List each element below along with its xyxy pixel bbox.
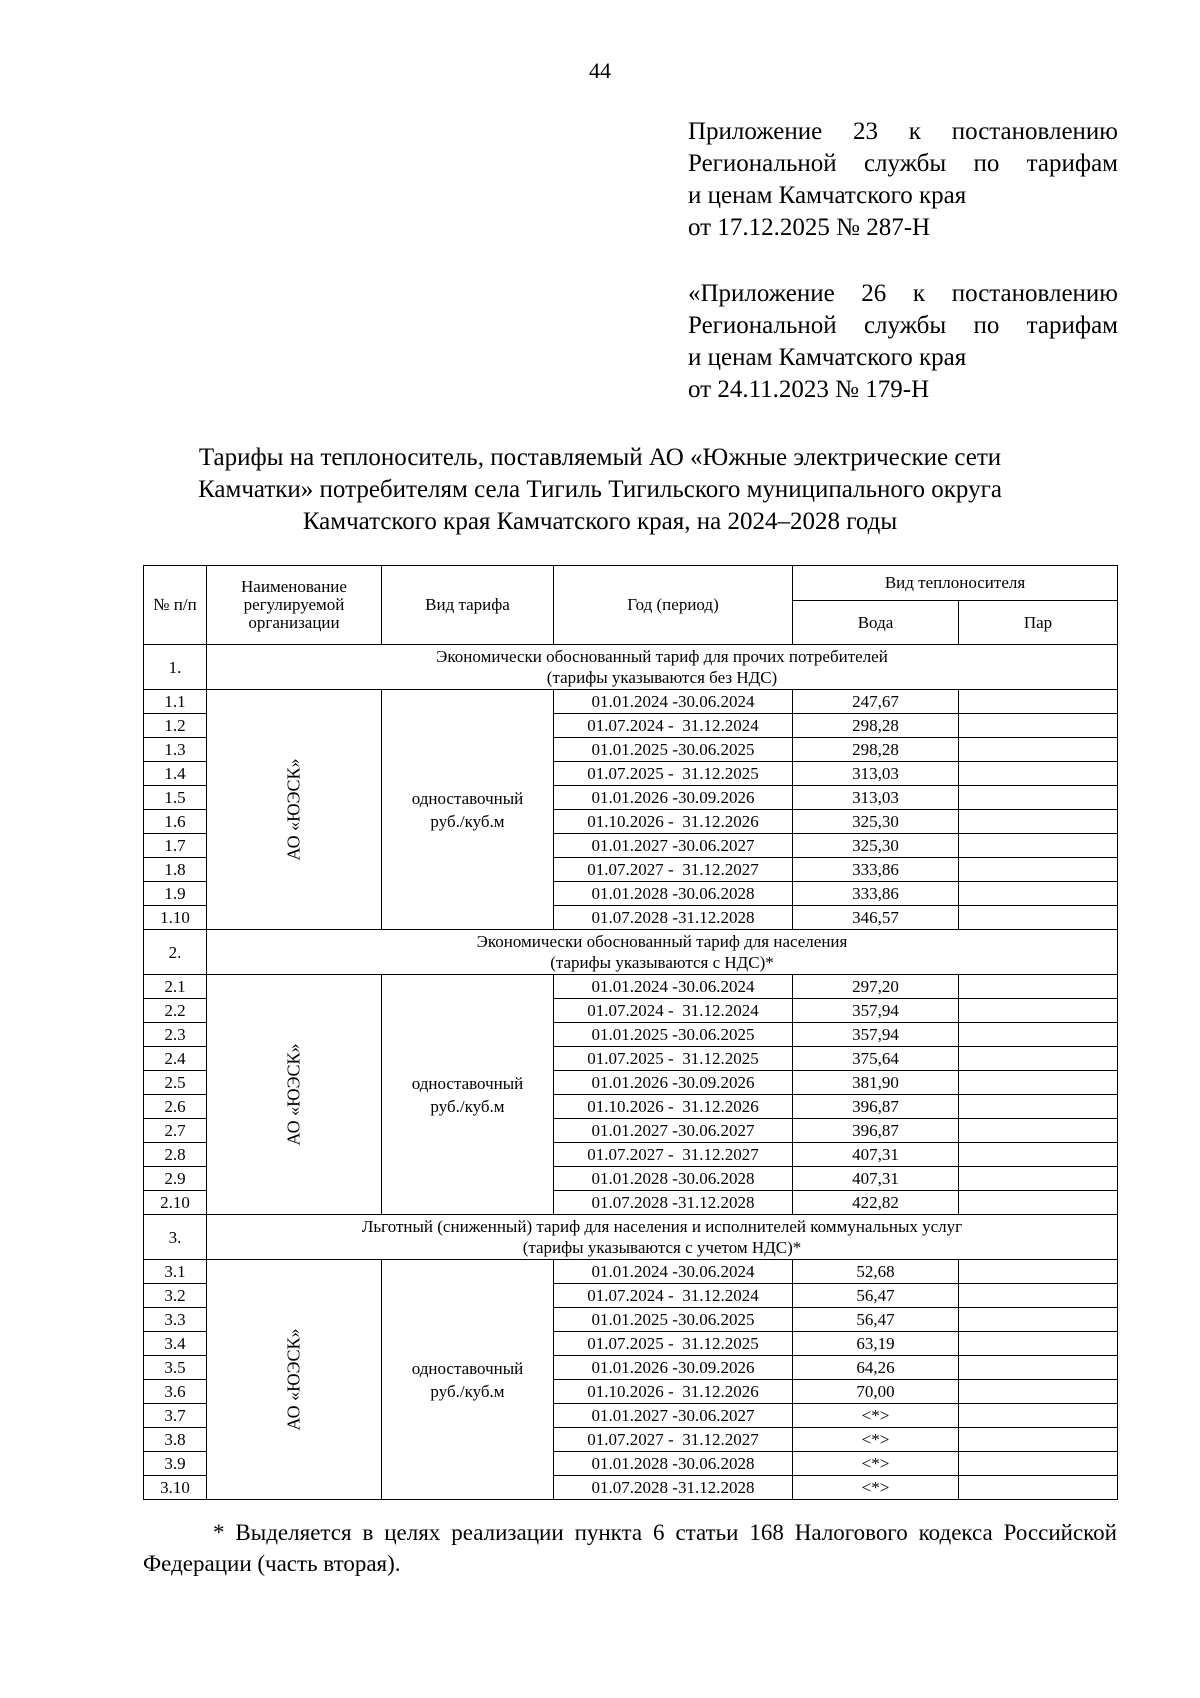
row-water-value: 298,28 — [793, 714, 959, 738]
section-title-line: (тарифы указываются с НДС)* — [550, 953, 774, 972]
footnote — [143, 1517, 1117, 1579]
title-line: Тарифы на теплоноситель, поставляемый АО «Южные электрические сети — [198, 444, 1002, 471]
row-period: 01.01.2025 -30.06.2025 — [554, 738, 793, 762]
row-num: 2.3 — [144, 1023, 207, 1047]
row-period: 01.01.2028 -30.06.2028 — [554, 882, 793, 906]
row-period: 01.10.2026 - 31.12.2026 — [554, 810, 793, 834]
row-period: 01.01.2026 -30.09.2026 — [554, 1356, 793, 1380]
row-steam-value — [959, 1071, 1118, 1095]
appendix-reference-2 — [688, 278, 1118, 406]
row-num: 1.1 — [144, 690, 207, 714]
row-num: 2.5 — [144, 1071, 207, 1095]
row-water-value: 396,87 — [793, 1095, 959, 1119]
row-water-value: <*> — [793, 1404, 959, 1428]
row-period: 01.07.2025 - 31.12.2025 — [554, 1332, 793, 1356]
row-steam-value — [959, 1260, 1118, 1284]
tariff-kind-cell — [382, 975, 554, 1215]
row-num: 3.6 — [144, 1380, 207, 1404]
appendix-line: Приложение 23 к постановлению — [688, 118, 1118, 145]
appendix-line: от 24.11.2023 № 179-Н — [688, 376, 930, 403]
appendix-line: и ценам Камчатского края — [688, 344, 967, 371]
row-water-value: 313,03 — [793, 762, 959, 786]
tariff-unit-line: руб./куб.м — [430, 1096, 505, 1116]
header-steam: Пар — [959, 601, 1118, 645]
tariff-kind-line: одноставочный — [411, 788, 524, 808]
row-steam-value — [959, 1143, 1118, 1167]
row-num: 2.4 — [144, 1047, 207, 1071]
tariff-table — [143, 565, 1118, 1500]
row-water-value: 407,31 — [793, 1167, 959, 1191]
org-cell — [207, 1260, 382, 1500]
row-water-value: 297,20 — [793, 975, 959, 999]
row-num: 1.10 — [144, 906, 207, 930]
row-steam-value — [959, 1332, 1118, 1356]
row-steam-value — [959, 1356, 1118, 1380]
row-num: 1.5 — [144, 786, 207, 810]
appendix-line: «Приложение 26 к постановлению — [688, 280, 1118, 307]
table-row — [144, 975, 1118, 999]
header-water: Вода — [793, 601, 959, 645]
row-period: 01.01.2024 -30.06.2024 — [554, 1260, 793, 1284]
appendix-line: Региональной службы по тарифам — [688, 312, 1118, 339]
row-water-value: <*> — [793, 1452, 959, 1476]
section-num: 1. — [144, 645, 207, 690]
row-water-value: 333,86 — [793, 858, 959, 882]
row-steam-value — [959, 738, 1118, 762]
row-period: 01.07.2027 - 31.12.2027 — [554, 1428, 793, 1452]
row-water-value: 70,00 — [793, 1380, 959, 1404]
row-period: 01.07.2027 - 31.12.2027 — [554, 858, 793, 882]
row-steam-value — [959, 714, 1118, 738]
org-cell — [207, 690, 382, 930]
table-row — [144, 690, 1118, 714]
row-water-value: 52,68 — [793, 1260, 959, 1284]
row-period: 01.01.2028 -30.06.2028 — [554, 1452, 793, 1476]
row-steam-value — [959, 1119, 1118, 1143]
header-coolant: Вид теплоносителя — [793, 566, 1118, 601]
org-cell — [207, 975, 382, 1215]
title-line: Камчатки» потребителям села Тигиль Тигильского муниципального округа — [198, 476, 1002, 503]
row-water-value: 64,26 — [793, 1356, 959, 1380]
row-num: 3.9 — [144, 1452, 207, 1476]
row-steam-value — [959, 1428, 1118, 1452]
row-num: 1.7 — [144, 834, 207, 858]
row-water-value: 63,19 — [793, 1332, 959, 1356]
section-title-line: Льготный (сниженный) тариф для населения и исполнителей коммунальных услуг — [361, 1217, 963, 1236]
tariff-unit-line: руб./куб.м — [430, 1381, 505, 1401]
section-title-line: Экономически обоснованный тариф для населения — [476, 932, 848, 951]
row-period: 01.10.2026 - 31.12.2026 — [554, 1380, 793, 1404]
row-steam-value — [959, 834, 1118, 858]
row-period: 01.07.2028 -31.12.2028 — [554, 1476, 793, 1500]
row-period: 01.01.2026 -30.09.2026 — [554, 1071, 793, 1095]
tariff-kind-line: одноставочный — [411, 1358, 524, 1378]
row-water-value: <*> — [793, 1428, 959, 1452]
row-steam-value — [959, 786, 1118, 810]
tariff-unit-line: руб./куб.м — [430, 811, 505, 831]
header-num: № п/п — [144, 566, 207, 645]
row-period: 01.07.2028 -31.12.2028 — [554, 906, 793, 930]
row-num: 2.1 — [144, 975, 207, 999]
row-steam-value — [959, 858, 1118, 882]
section-title — [207, 930, 1118, 975]
appendix-line: от 17.12.2025 № 287-Н — [688, 214, 931, 241]
tariff-kind-line: одноставочный — [411, 1073, 524, 1093]
tariff-table-body — [144, 645, 1118, 1500]
row-period: 01.10.2026 - 31.12.2026 — [554, 1095, 793, 1119]
row-num: 2.8 — [144, 1143, 207, 1167]
row-num: 2.2 — [144, 999, 207, 1023]
row-steam-value — [959, 1167, 1118, 1191]
row-steam-value — [959, 1047, 1118, 1071]
row-num: 2.9 — [144, 1167, 207, 1191]
row-water-value: 422,82 — [793, 1191, 959, 1215]
row-num: 2.7 — [144, 1119, 207, 1143]
row-period: 01.07.2024 - 31.12.2024 — [554, 714, 793, 738]
section-title-line: Экономически обоснованный тариф для прочих потребителей — [436, 647, 888, 666]
row-water-value: 357,94 — [793, 999, 959, 1023]
row-num: 2.10 — [144, 1191, 207, 1215]
org-name: АО «ЮЭСК» — [283, 1043, 304, 1146]
row-num: 1.3 — [144, 738, 207, 762]
row-water-value: 313,03 — [793, 786, 959, 810]
row-num: 1.6 — [144, 810, 207, 834]
section-header-row — [144, 1215, 1118, 1260]
section-title — [207, 645, 1118, 690]
row-water-value: 407,31 — [793, 1143, 959, 1167]
row-num: 3.2 — [144, 1284, 207, 1308]
row-steam-value — [959, 906, 1118, 930]
row-period: 01.01.2025 -30.06.2025 — [554, 1023, 793, 1047]
section-num: 2. — [144, 930, 207, 975]
title-line: Камчатского края Камчатского края, на 2024–2028 годы — [302, 508, 898, 535]
tariff-kind-cell — [382, 1260, 554, 1500]
row-num: 3.5 — [144, 1356, 207, 1380]
header-org: Наименование регулируемой организации — [207, 566, 382, 645]
row-steam-value — [959, 882, 1118, 906]
row-steam-value — [959, 1404, 1118, 1428]
header-tariff-kind: Вид тарифа — [382, 566, 554, 645]
section-title-line: (тарифы указываются без НДС) — [546, 668, 778, 687]
row-period: 01.01.2024 -30.06.2024 — [554, 690, 793, 714]
row-period: 01.01.2027 -30.06.2027 — [554, 834, 793, 858]
row-water-value: 56,47 — [793, 1284, 959, 1308]
row-water-value: 381,90 — [793, 1071, 959, 1095]
row-period: 01.01.2025 -30.06.2025 — [554, 1308, 793, 1332]
page-number: 44 — [589, 58, 611, 83]
row-steam-value — [959, 1452, 1118, 1476]
row-num: 1.8 — [144, 858, 207, 882]
row-water-value: 56,47 — [793, 1308, 959, 1332]
row-water-value: 247,67 — [793, 690, 959, 714]
row-period: 01.07.2024 - 31.12.2024 — [554, 999, 793, 1023]
row-steam-value — [959, 975, 1118, 999]
row-period: 01.07.2025 - 31.12.2025 — [554, 762, 793, 786]
row-num: 3.8 — [144, 1428, 207, 1452]
row-num: 1.9 — [144, 882, 207, 906]
row-steam-value — [959, 1023, 1118, 1047]
row-steam-value — [959, 999, 1118, 1023]
row-water-value: 375,64 — [793, 1047, 959, 1071]
section-title — [207, 1215, 1118, 1260]
row-period: 01.07.2027 - 31.12.2027 — [554, 1143, 793, 1167]
document-title — [120, 442, 1080, 538]
row-steam-value — [959, 1308, 1118, 1332]
appendix-line: и ценам Камчатского края — [688, 182, 967, 209]
row-steam-value — [959, 1095, 1118, 1119]
row-steam-value — [959, 1191, 1118, 1215]
row-period: 01.07.2024 - 31.12.2024 — [554, 1284, 793, 1308]
row-water-value: 333,86 — [793, 882, 959, 906]
header-period: Год (период) — [554, 566, 793, 645]
appendix-line: Региональной службы по тарифам — [688, 150, 1118, 177]
row-period: 01.01.2024 -30.06.2024 — [554, 975, 793, 999]
tariff-kind-cell — [382, 690, 554, 930]
row-water-value: 325,30 — [793, 810, 959, 834]
row-num: 3.1 — [144, 1260, 207, 1284]
appendix-reference-1 — [688, 116, 1118, 244]
section-header-row — [144, 930, 1118, 975]
row-num: 3.10 — [144, 1476, 207, 1500]
row-num: 1.4 — [144, 762, 207, 786]
section-header-row — [144, 645, 1118, 690]
row-steam-value — [959, 1476, 1118, 1500]
row-water-value: 396,87 — [793, 1119, 959, 1143]
org-name: АО «ЮЭСК» — [283, 758, 304, 861]
row-water-value: 357,94 — [793, 1023, 959, 1047]
row-water-value: 325,30 — [793, 834, 959, 858]
row-steam-value — [959, 690, 1118, 714]
row-num: 3.3 — [144, 1308, 207, 1332]
section-num: 3. — [144, 1215, 207, 1260]
row-steam-value — [959, 810, 1118, 834]
row-num: 2.6 — [144, 1095, 207, 1119]
footnote-text: * Выделяется в целях реализации пункта 6 статьи 168 Налогового кодекса Российской Федерации (часть вторая). — [143, 1520, 1117, 1576]
section-title-line: (тарифы указываются с учетом НДС)* — [522, 1238, 802, 1257]
row-steam-value — [959, 1284, 1118, 1308]
row-water-value: <*> — [793, 1476, 959, 1500]
row-num: 1.2 — [144, 714, 207, 738]
row-period: 01.01.2028 -30.06.2028 — [554, 1167, 793, 1191]
row-period: 01.01.2027 -30.06.2027 — [554, 1404, 793, 1428]
table-row — [144, 1260, 1118, 1284]
row-num: 3.4 — [144, 1332, 207, 1356]
row-period: 01.07.2025 - 31.12.2025 — [554, 1047, 793, 1071]
row-water-value: 346,57 — [793, 906, 959, 930]
row-period: 01.07.2028 -31.12.2028 — [554, 1191, 793, 1215]
row-steam-value — [959, 762, 1118, 786]
row-period: 01.01.2026 -30.09.2026 — [554, 786, 793, 810]
row-steam-value — [959, 1380, 1118, 1404]
row-num: 3.7 — [144, 1404, 207, 1428]
row-period: 01.01.2027 -30.06.2027 — [554, 1119, 793, 1143]
org-name: АО «ЮЭСК» — [283, 1328, 304, 1431]
row-water-value: 298,28 — [793, 738, 959, 762]
